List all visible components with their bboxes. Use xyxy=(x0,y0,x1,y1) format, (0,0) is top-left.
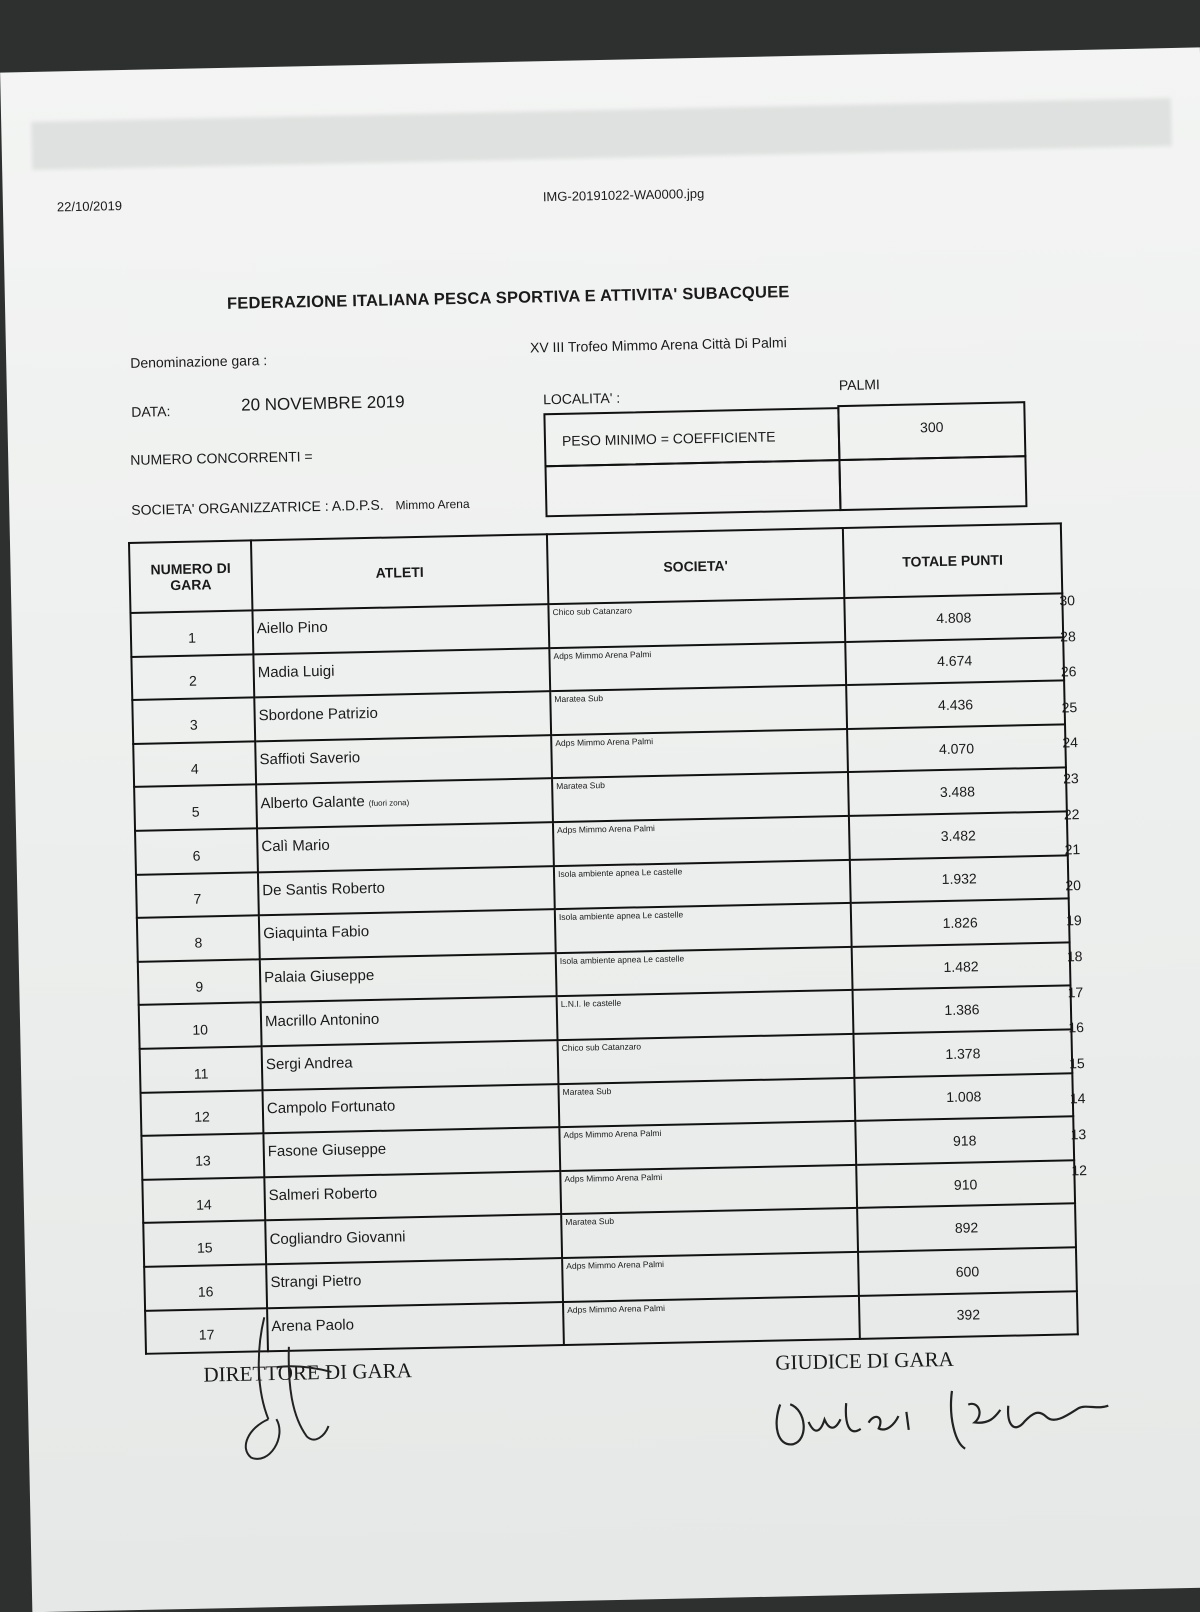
athlete-name xyxy=(263,1127,560,1177)
rank-points: 15 xyxy=(1068,1054,1085,1072)
gara-number xyxy=(137,915,260,961)
gara-number xyxy=(134,785,257,831)
gara-number xyxy=(139,1003,262,1049)
athlete-club xyxy=(548,598,845,648)
total-points xyxy=(849,811,1068,859)
print-date: 22/10/2019 xyxy=(56,198,123,215)
print-filename: IMG-20191022-WA0000.jpg xyxy=(542,185,705,205)
total-points xyxy=(859,1291,1078,1339)
rank-points: 21 xyxy=(1064,841,1081,858)
athlete-name xyxy=(259,909,556,959)
athlete-name-text: Giaquinta Fabio xyxy=(263,923,370,943)
total-points-text: 918 xyxy=(952,1132,977,1149)
peso-label-cell xyxy=(543,407,840,467)
athlete-club-text: Isola ambiente apnea Le castelle xyxy=(559,953,685,966)
societa-org-text: SOCIETA' ORGANIZZATRICE : A.D.P.S. xyxy=(131,496,384,518)
gara-number xyxy=(141,1133,264,1179)
athlete-name-text: Madia Luigi xyxy=(257,662,335,682)
peso-value: 300 xyxy=(919,418,944,436)
gara-number xyxy=(140,1046,263,1092)
total-points xyxy=(852,942,1071,990)
athlete-club xyxy=(552,772,849,822)
athlete-name-text: Campolo Fortunato xyxy=(266,1097,396,1118)
total-points xyxy=(854,1073,1073,1121)
athlete-club xyxy=(558,1034,855,1084)
rank-points: 14 xyxy=(1069,1090,1086,1107)
gara-number-text: 5 xyxy=(191,803,200,820)
header-totale-punti: TOTALE PUNTI xyxy=(843,523,1062,598)
athlete-name xyxy=(258,866,555,916)
athlete-club xyxy=(561,1208,858,1258)
total-points-text: 4.808 xyxy=(936,609,972,626)
athlete-club xyxy=(557,990,854,1040)
total-points xyxy=(855,1116,1074,1164)
athlete-club xyxy=(559,1121,856,1171)
total-points xyxy=(846,681,1065,729)
total-points-text: 4.436 xyxy=(937,696,974,714)
athlete-club xyxy=(550,685,847,735)
total-points-text: 1.008 xyxy=(946,1088,982,1106)
gara-number xyxy=(143,1221,266,1267)
rank-points: 18 xyxy=(1066,948,1083,965)
athlete-club xyxy=(553,816,850,866)
athlete-name-text: Salmeri Roberto xyxy=(268,1184,378,1205)
athlete-name xyxy=(266,1258,563,1308)
rank-points: 28 xyxy=(1059,627,1076,645)
gara-number xyxy=(135,828,258,874)
total-points-text: 892 xyxy=(954,1219,979,1236)
gara-number-text: 1 xyxy=(187,629,197,646)
athlete-name-text: Saffioti Saverio xyxy=(259,749,361,769)
athlete-club xyxy=(555,903,852,953)
director-signature-icon xyxy=(226,1305,369,1468)
athlete-name xyxy=(262,1084,559,1134)
athlete-name-text: Fasone Giuseppe xyxy=(267,1141,387,1161)
gara-number-text: 13 xyxy=(194,1152,211,1169)
athlete-club-text: Adps Mimmo Arena Palmi xyxy=(553,648,652,661)
rank-points: 26 xyxy=(1060,663,1077,680)
athlete-name-text: Sergi Andrea xyxy=(265,1054,353,1074)
rank-points: 17 xyxy=(1067,983,1084,1000)
gara-number xyxy=(142,1177,265,1223)
athlete-club xyxy=(560,1165,857,1215)
document-sheet xyxy=(0,47,1200,1612)
results-body xyxy=(130,593,1077,1353)
director-label: DIRETTORE DI GARA xyxy=(203,1358,413,1387)
gara-number-text: 3 xyxy=(189,716,198,733)
total-points xyxy=(858,1247,1077,1295)
gara-number xyxy=(133,741,256,787)
gara-number-text: 12 xyxy=(194,1108,210,1126)
athlete-club xyxy=(563,1295,860,1345)
athlete-name-text: Strangi Pietro xyxy=(270,1272,362,1292)
athlete-club-text: Maratea Sub xyxy=(556,780,605,792)
gara-number xyxy=(130,610,253,656)
data-label: DATA: xyxy=(131,403,171,420)
athlete-club-text: Adps Mimmo Arena Palmi xyxy=(563,1128,662,1141)
athlete-club xyxy=(549,642,846,692)
total-points-text: 910 xyxy=(953,1175,978,1193)
total-points-text: 4.674 xyxy=(936,652,973,670)
athlete-club xyxy=(551,729,848,779)
athlete-club-text: Adps Mimmo Arena Palmi xyxy=(567,1302,666,1315)
gara-number-text: 2 xyxy=(188,672,197,690)
athlete-name xyxy=(252,604,549,654)
denominazione-value: XV III Trofeo Mimmo Arena Città Di Palmi xyxy=(529,334,787,356)
gara-number xyxy=(132,698,255,744)
total-points-text: 1.826 xyxy=(942,914,978,931)
total-points xyxy=(857,1204,1076,1252)
gara-number xyxy=(138,959,261,1005)
athlete-club-text: Maratea Sub xyxy=(554,693,604,705)
rank-points: 22 xyxy=(1063,805,1080,823)
peso-blank-right xyxy=(838,455,1027,511)
results-table xyxy=(128,522,1079,1354)
athlete-club xyxy=(556,947,853,997)
total-points-text: 392 xyxy=(956,1306,981,1324)
athlete-club-text: Adps Mimmo Arena Palmi xyxy=(564,1171,663,1184)
gara-number-text: 15 xyxy=(196,1239,213,1256)
total-points xyxy=(848,768,1067,816)
rank-points: 12 xyxy=(1071,1161,1088,1178)
localita-label: LOCALITA' : xyxy=(542,389,621,408)
athlete-name-text: Aiello Pino xyxy=(256,619,328,638)
athlete-name xyxy=(261,996,558,1046)
gara-number xyxy=(136,872,259,918)
gara-number-text: 10 xyxy=(192,1021,209,1038)
gara-number-text: 9 xyxy=(195,978,204,995)
header-numero-gara: NUMERO DI GARA xyxy=(129,540,252,613)
athlete-club-text: Isola ambiente apnea Le castelle xyxy=(557,866,683,879)
rank-points: 24 xyxy=(1062,734,1079,751)
gara-number-text: 14 xyxy=(195,1195,212,1213)
rank-points: 30 xyxy=(1059,592,1076,609)
athlete-club-text: Maratea Sub xyxy=(562,1085,612,1097)
rank-points: 20 xyxy=(1065,876,1082,894)
header-atleti: ATLETI xyxy=(251,534,548,610)
gara-number-text: 4 xyxy=(190,760,199,777)
athlete-club xyxy=(562,1252,859,1302)
athlete-club-text: Chico sub Catanzaro xyxy=(552,605,633,618)
societa-org-label xyxy=(131,495,470,518)
total-points-text: 4.070 xyxy=(938,739,975,757)
athlete-club-text: Adps Mimmo Arena Palmi xyxy=(566,1258,665,1271)
rank-points: 13 xyxy=(1070,1125,1087,1143)
athlete-club-text: Maratea Sub xyxy=(565,1216,615,1228)
total-points-text: 3.482 xyxy=(940,827,976,844)
gara-number-text: 16 xyxy=(197,1283,214,1300)
total-points-text: 600 xyxy=(955,1263,980,1280)
denominazione-label: Denominazione gara : xyxy=(130,352,268,371)
athlete-name-text: Cogliandro Giovanni xyxy=(269,1227,406,1248)
athlete-name-text: Arena Paolo xyxy=(271,1316,355,1335)
athlete-club-text: Chico sub Catanzaro xyxy=(561,1041,642,1053)
athlete-name-text: De Santis Roberto xyxy=(262,879,386,900)
gara-number-text: 6 xyxy=(192,847,201,864)
localita-value: PALMI xyxy=(838,376,881,394)
peso-value-cell xyxy=(837,401,1026,461)
judge-signature-icon xyxy=(768,1367,1150,1465)
header-societa: SOCIETA' xyxy=(547,528,844,604)
athlete-club xyxy=(558,1077,855,1127)
athlete-name-text: Sbordone Patrizio xyxy=(258,705,379,725)
athlete-name xyxy=(260,953,557,1003)
total-points xyxy=(851,899,1070,947)
total-points xyxy=(850,855,1069,903)
total-points xyxy=(847,724,1066,772)
athlete-name-text: Alberto Galante xyxy=(260,792,365,812)
rank-points: 25 xyxy=(1061,698,1078,716)
athlete-name xyxy=(254,691,551,741)
athlete-name xyxy=(262,1040,559,1090)
athlete-name-text: Calì Mario xyxy=(261,837,330,856)
rank-points: 16 xyxy=(1068,1019,1085,1036)
athlete-club-text: L.N.I. le castelle xyxy=(560,998,622,1010)
rank-points: 23 xyxy=(1062,770,1079,787)
athlete-name-text: Macrillo Antonino xyxy=(264,1010,380,1030)
rank-points: 19 xyxy=(1065,912,1082,929)
gara-number-text: 11 xyxy=(193,1065,209,1082)
concorrenti-label: NUMERO CONCORRENTI = xyxy=(130,448,313,468)
athlete-name xyxy=(255,735,552,785)
total-points xyxy=(856,1160,1075,1208)
athlete-name xyxy=(256,779,553,829)
gara-number-text: 7 xyxy=(193,890,202,908)
athlete-name xyxy=(257,822,554,872)
document-title: FEDERAZIONE ITALIANA PESCA SPORTIVA E ATTIVITA' SUBACQUEE xyxy=(226,283,790,313)
total-points-text: 1.932 xyxy=(941,870,977,888)
athlete-name xyxy=(253,648,550,698)
total-points-text: 1.386 xyxy=(944,1001,980,1019)
total-points xyxy=(845,637,1064,685)
peso-label: PESO MINIMO = COEFFICIENTE xyxy=(561,428,776,449)
gara-number-text: 8 xyxy=(194,934,203,951)
total-points-text: 1.378 xyxy=(945,1044,981,1062)
athlete-club-text: Adps Mimmo Arena Palmi xyxy=(555,735,654,748)
total-points xyxy=(853,1029,1072,1077)
athlete-name xyxy=(264,1171,561,1221)
athlete-name-text: Palaia Giuseppe xyxy=(263,966,375,987)
scan-header-band xyxy=(31,98,1172,170)
total-points xyxy=(844,593,1063,641)
gara-number xyxy=(144,1264,267,1310)
athlete-name xyxy=(265,1214,562,1264)
societa-org-value: Mimmo Arena xyxy=(395,496,470,513)
athlete-club-text: Isola ambiente apnea Le castelle xyxy=(558,909,684,923)
athlete-club xyxy=(554,860,851,910)
data-value: 20 NOVEMBRE 2019 xyxy=(240,392,405,415)
judge-label: GIUDICE DI GARA xyxy=(775,1346,955,1375)
total-points-text: 3.488 xyxy=(939,783,976,801)
peso-blank-left xyxy=(544,459,841,517)
gara-number xyxy=(141,1090,264,1136)
total-points xyxy=(853,986,1072,1034)
gara-number xyxy=(131,654,254,700)
total-points-text: 1.482 xyxy=(943,957,979,975)
gara-number-text: 17 xyxy=(198,1326,215,1343)
athlete-note: (fuori zona) xyxy=(368,797,410,808)
athlete-club-text: Adps Mimmo Arena Palmi xyxy=(557,822,655,836)
